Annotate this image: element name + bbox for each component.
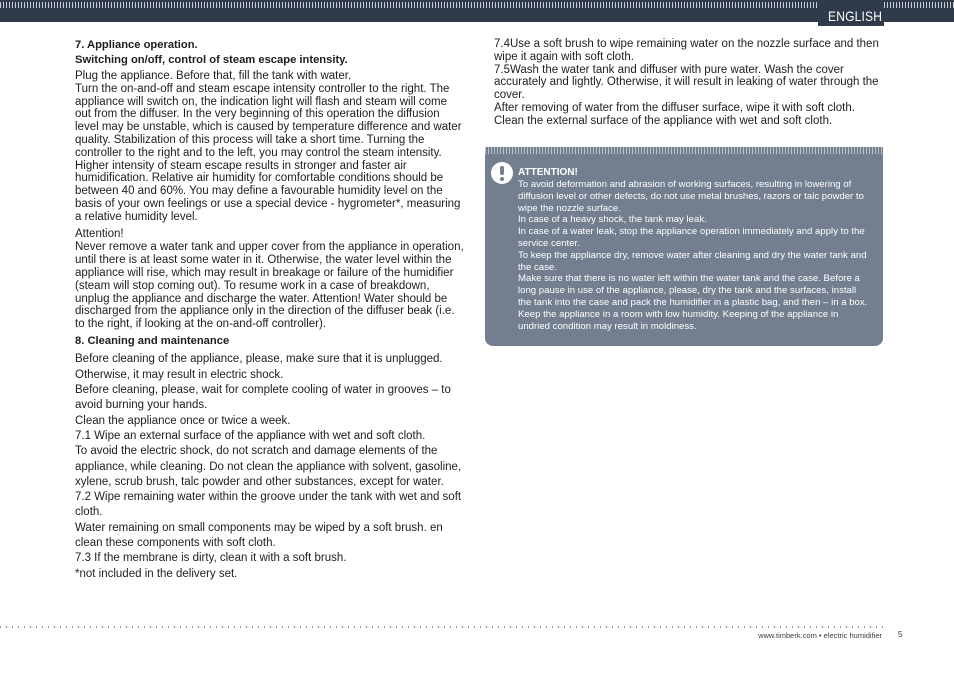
left-column — [75, 38, 465, 582]
attention-box-body — [518, 179, 870, 332]
section-8-title: 8. Cleaning and maintenance — [75, 334, 230, 347]
attention-line: In case of a water leak, stop the appliance operation immediately and apply to the service center. — [518, 226, 865, 249]
page-number: 5 — [898, 630, 903, 639]
attention-line: In case of a heavy shock, the tank may leak. — [518, 214, 707, 226]
attention-body: Never remove a water tank and upper cover from the appliance in operation, until there is at least some water in it. Otherwise, the water level within the appliance will rise, which may result in breakage or failure of the humidifier (steam will stop coming out). To resume work in a case of breakdown, unplug the appliance and discharge the water. Attention! Water should be discharged from the appliance only in the direction of the diffuser beak (i.e. to the right, if looking at the on-and-off controller). — [75, 241, 464, 331]
attention-line: Make sure that there is no water left within the water tank and the case. Before a long pause in use of the appliance, please, dry the tank and the surfaces, install the tank into the case and pack the humidifier in a plastic bag, and then – in a box. Keep the appliance in a room with low humidity. Keeping of the appliance in undried condition may result in moldiness. — [518, 273, 868, 332]
section-8-paragraph: 7.3 If the membrane is dirty, clean it with a soft brush. *not included in the delivery set. — [75, 552, 347, 580]
footer-website: www.timberk.com • electric humidifier — [758, 631, 882, 640]
language-label: ENGLISH — [828, 8, 883, 24]
right-column — [494, 38, 884, 128]
top-bar-stripes — [0, 2, 818, 8]
section-7-body: Plug the appliance. Before that, fill the tank with water. Turn the on-and-off and steam escape intensity controller to the right. The appliance will switch on, the indication light will flash and steam will come out from the diffuser. In the very beginning of this operation the diffusion level may be unstable, which is caused by temperature difference and water quality. Stabilization of this process will take a short time. Turning the controller to the right and to the left, you may control the steam intensity. Higher intensity of steam escape results in stronger and faster air humidification. Relative air humidity for comfortable conditions should be between 40 and 60%. You may define a favourable humidity level on the basis of your own feelings or use a special device - hygrometer*, measuring a relative humidity level. — [75, 70, 462, 223]
section-8-paragraph: Before cleaning, please, wait for complete cooling of water in grooves – to avoid burning your hands. — [75, 384, 451, 412]
top-bar-stripes-right — [884, 2, 954, 8]
section-8-paragraph: Water remaining on small components may be wiped by a soft brush. en clean these components with soft cloth. — [75, 521, 443, 549]
top-bar — [0, 0, 954, 22]
attention-box — [485, 147, 883, 346]
section-8-paragraph: 7.2 Wipe remaining water within the groove under the tank with wet and soft cloth. — [75, 491, 462, 519]
section-8-paragraph: Before cleaning of the appliance, please, make sure that it is unplugged. Otherwise, it may result in electric shock. — [75, 353, 443, 381]
attention-box-stripes — [485, 147, 883, 154]
footer-dotted-rule — [0, 626, 888, 628]
maintenance-continued: 7.4Use a soft brush to wipe remaining water on the nozzle surface and then wipe it again with soft cloth. 7.5Wash the water tank and diffuser with pure water. Wash the cover accurately and lightly. Otherwise, it will result in leaking of water through the cover. After removing of water from the diffuser surface, wipe it with soft cloth. Clean the external surface of the appliance with wet and soft cloth. — [494, 38, 879, 127]
exclamation-icon — [491, 162, 513, 184]
attention-line: To keep the appliance dry, remove water after cleaning and dry the water tank and the case. — [518, 249, 867, 273]
section-7-subtitle: Switching on/off, control of steam escape intensity. — [75, 53, 348, 66]
section-8-paragraph: Clean the appliance once or twice a week. 7.1 Wipe an external surface of the appliance with wet and soft cloth. To avoid the electric shock, do not scratch and damage elements of the appliance, while cleaning. Do not clean the appliance with solvent, gasoline, xylene, scrub brush, talc powder and other substances, except for water. — [75, 414, 462, 488]
attention-box-title: ATTENTION! — [518, 167, 578, 178]
attention-label: Attention! — [75, 227, 124, 240]
section-7-title: 7. Appliance operation. — [75, 39, 198, 51]
attention-line: To avoid deformation and abrasion of working surfaces, resulting in lowering of diffusion level or other defects, do not use metal brushes, razors or talc powder to wipe the nozzle surface. — [518, 179, 864, 214]
